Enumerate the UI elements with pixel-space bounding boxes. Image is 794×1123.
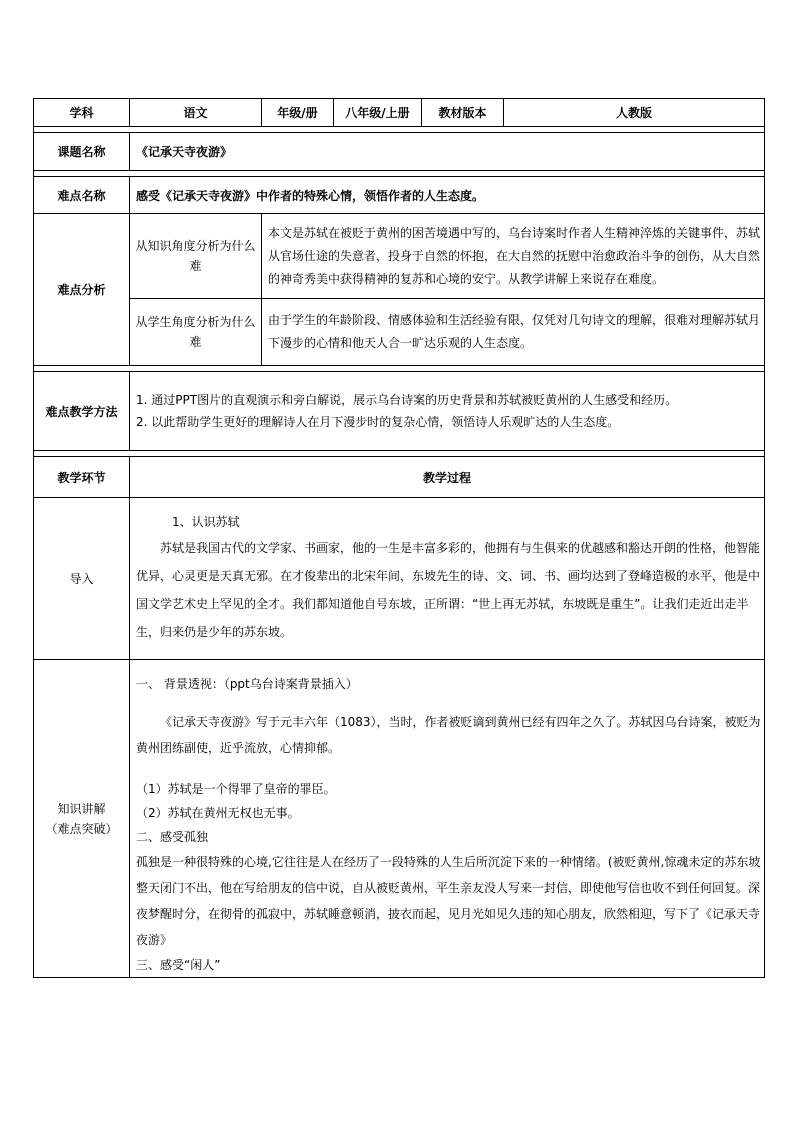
knowledge-label-line2: （难点突破） (45, 821, 118, 836)
student-angle-label: 从学生角度分析为什么难 (130, 299, 262, 366)
section1-heading: 一、 背景透视：（ppt乌台诗案背景插入） (136, 677, 358, 691)
process-label: 教学过程 (130, 457, 765, 498)
intro-label: 导入 (34, 498, 130, 660)
method-label: 难点教学方法 (34, 372, 130, 451)
difficulty-name-value: 感受《记承天寺夜游》中作者的特殊心情，领悟作者的人生态度。 (130, 177, 765, 214)
lesson-plan-table (33, 98, 765, 978)
analysis-knowledge-row (34, 214, 765, 299)
method-item: 1. 通过PPT图片的直观演示和旁白解说，展示乌台诗案的历史背景和苏轼被贬黄州的人生感受和经历。 (136, 393, 678, 407)
subject-label: 学科 (34, 99, 130, 127)
section1-point: （1）苏轼是一个得罪了皇帝的罪臣。 (136, 782, 336, 796)
subject-value: 语文 (130, 99, 262, 127)
lesson-title-row (34, 133, 765, 171)
knowledge-row (34, 660, 765, 978)
knowledge-angle-label: 从知识角度分析为什么难 (130, 214, 262, 299)
lesson-title-value: 《记承天寺夜游》 (130, 133, 765, 171)
knowledge-angle-text: 本文是苏轼在被贬于黄州的困苦境遇中写的，乌台诗案时作者人生精神淬炼的关键事件，苏轼从官场仕途的失意者，投身于自然的怀抱，在大自然的抚慰中治愈政治斗争的创伤，从大自然的神奇秀美中获得精神的复苏和心境的安宁。从教学讲解上来说存在难度。 (262, 214, 765, 299)
grade-value: 八年级/上册 (334, 99, 422, 127)
section2-heading: 二、感受孤独 (136, 830, 209, 844)
grade-label: 年级/册 (262, 99, 334, 127)
edition-value: 人教版 (504, 99, 765, 127)
method-item: 2. 以此帮助学生更好的理解诗人在月下漫步时的复杂心情，领悟诗人乐观旷达的人生态度。 (136, 415, 620, 429)
difficulty-name-label: 难点名称 (34, 177, 130, 214)
method-row (34, 372, 765, 451)
intro-heading: 1、认识苏轼 (172, 515, 240, 529)
analysis-label: 难点分析 (34, 214, 130, 366)
knowledge-label-line1: 知识讲解 (57, 801, 106, 816)
method-list (130, 372, 765, 451)
student-angle-text: 由于学生的年龄阶段、情感体验和生活经验有限，仅凭对几句诗文的理解，很难对理解苏轼月下漫步的心情和他天人合一旷达乐观的人生态度。 (262, 299, 765, 366)
section2-text: 孤独是一种很特殊的心境,它往往是人在经历了一段特殊的人生后所沉淀下来的一种情绪。(被贬黄州,惊魂未定的苏东坡整天闭门不出，他在写给朋友的信中说，自从被贬黄州，平生亲友没人写来一封信，即使他写信也收不到任何回复。深夜梦醒时分，在彻骨的孤寂中，苏轼睡意顿消，披衣而起，见月光如见久违的知心朋友，欣然相迎，写下了《记承天寺夜游》 (136, 855, 761, 947)
intro-content (130, 498, 765, 660)
intro-row (34, 498, 765, 660)
knowledge-label (34, 660, 130, 978)
stage-label: 教学环节 (34, 457, 130, 498)
section1-point: （2）苏轼在黄州无权也无事。 (136, 806, 300, 820)
analysis-student-row (34, 299, 765, 366)
process-header-row (34, 457, 765, 498)
difficulty-name-row (34, 177, 765, 214)
edition-label: 教材版本 (422, 99, 504, 127)
section3-heading: 三、感受“闲人” (136, 958, 221, 972)
section1-text: 《记承天寺夜游》写于元丰六年（1083），当时，作者被贬谪到黄州已经有四年之久了。苏轼因乌台诗案，被贬为黄州团练副使，近乎流放，心情抑郁。 (136, 715, 761, 755)
lesson-title-label: 课题名称 (34, 133, 130, 171)
intro-text: 苏轼是我国古代的文学家、书画家，他的一生是丰富多彩的，他拥有与生俱来的优越感和豁达开朗的性格，他智能优异，心灵更是天真无邪。在才俊辈出的北宋年间，东坡先生的诗、文、词、书、画均达到了登峰造极的水平，他是中国文学艺术史上罕见的全才。我们都知道他自号东坡，正所谓：“世上再无苏轼，东坡既是重生”。让我们走近出走半生，归来仍是少年的苏东坡。 (136, 541, 761, 639)
knowledge-content (130, 660, 765, 978)
header-row (34, 99, 765, 127)
